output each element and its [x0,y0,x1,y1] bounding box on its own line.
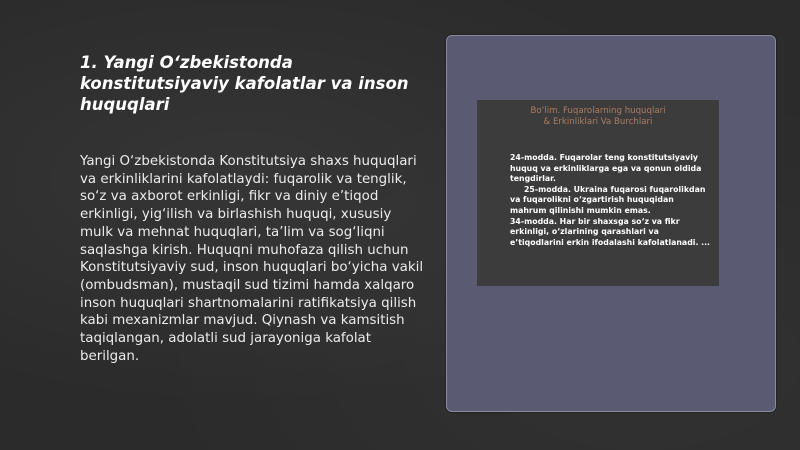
constitution-excerpt-image [477,100,719,286]
image-heading [477,106,719,128]
slide-body-text: Yangi O‘zbekistonda Konstitutsiya shaxs huquqlari va erkinliklarini kafolatlaydi: fuqarolik va tenglik, so‘z va axborot erkinligi, fikr va diniy e’tiqod erkinligi, yig‘ilish va birlashish huquqi, xususiy mulk va mehnat huquqlari, ta’lim va sog‘liqni saqlashga kirish. Huquqni muhofaza qilish uchun Konstitutsiyaviy sud, inson huquqlari bo‘yicha vakil (ombudsman), mustaqil sud tizimi hamda xalqaro inson huquqlari shartnomalarini ratifikatsiya qilish kabi mexanizmlar mavjud. Qiynash va kamsitish taqiqlangan, adolatli sud jarayoniga kafolat berilgan. [80,154,424,364]
slide-title: 1. Yangi O‘zbekistonda konstitutsiyaviy kafolatlar va inson huquqlari [80,53,409,114]
image-heading-line1: Bo‘lim. Fuqarolarning huquqlari [530,106,666,116]
article-24: 24-modda. Fuqarolar teng konstitutsiyaviy huquq va erkinliklarga ega va qonun oldida tengdirlar. [510,153,702,184]
article-34: 34-modda. Har bir shaxsga so‘z va fikr erkinligi, o‘zlarining qarashlari va e’tiqodlarini erkin ifodalashi kafolatlanadi. ... [510,216,711,247]
article-25: 25-modda. Ukraina fuqarosi fuqarolikdan va fuqarolikni o‘zgartirish huquqidan mahrum qilinishi mumkin emas. [510,184,706,215]
image-heading-line2: & Erkinliklari Va Burchlari [543,117,653,127]
image-articles [510,153,710,248]
